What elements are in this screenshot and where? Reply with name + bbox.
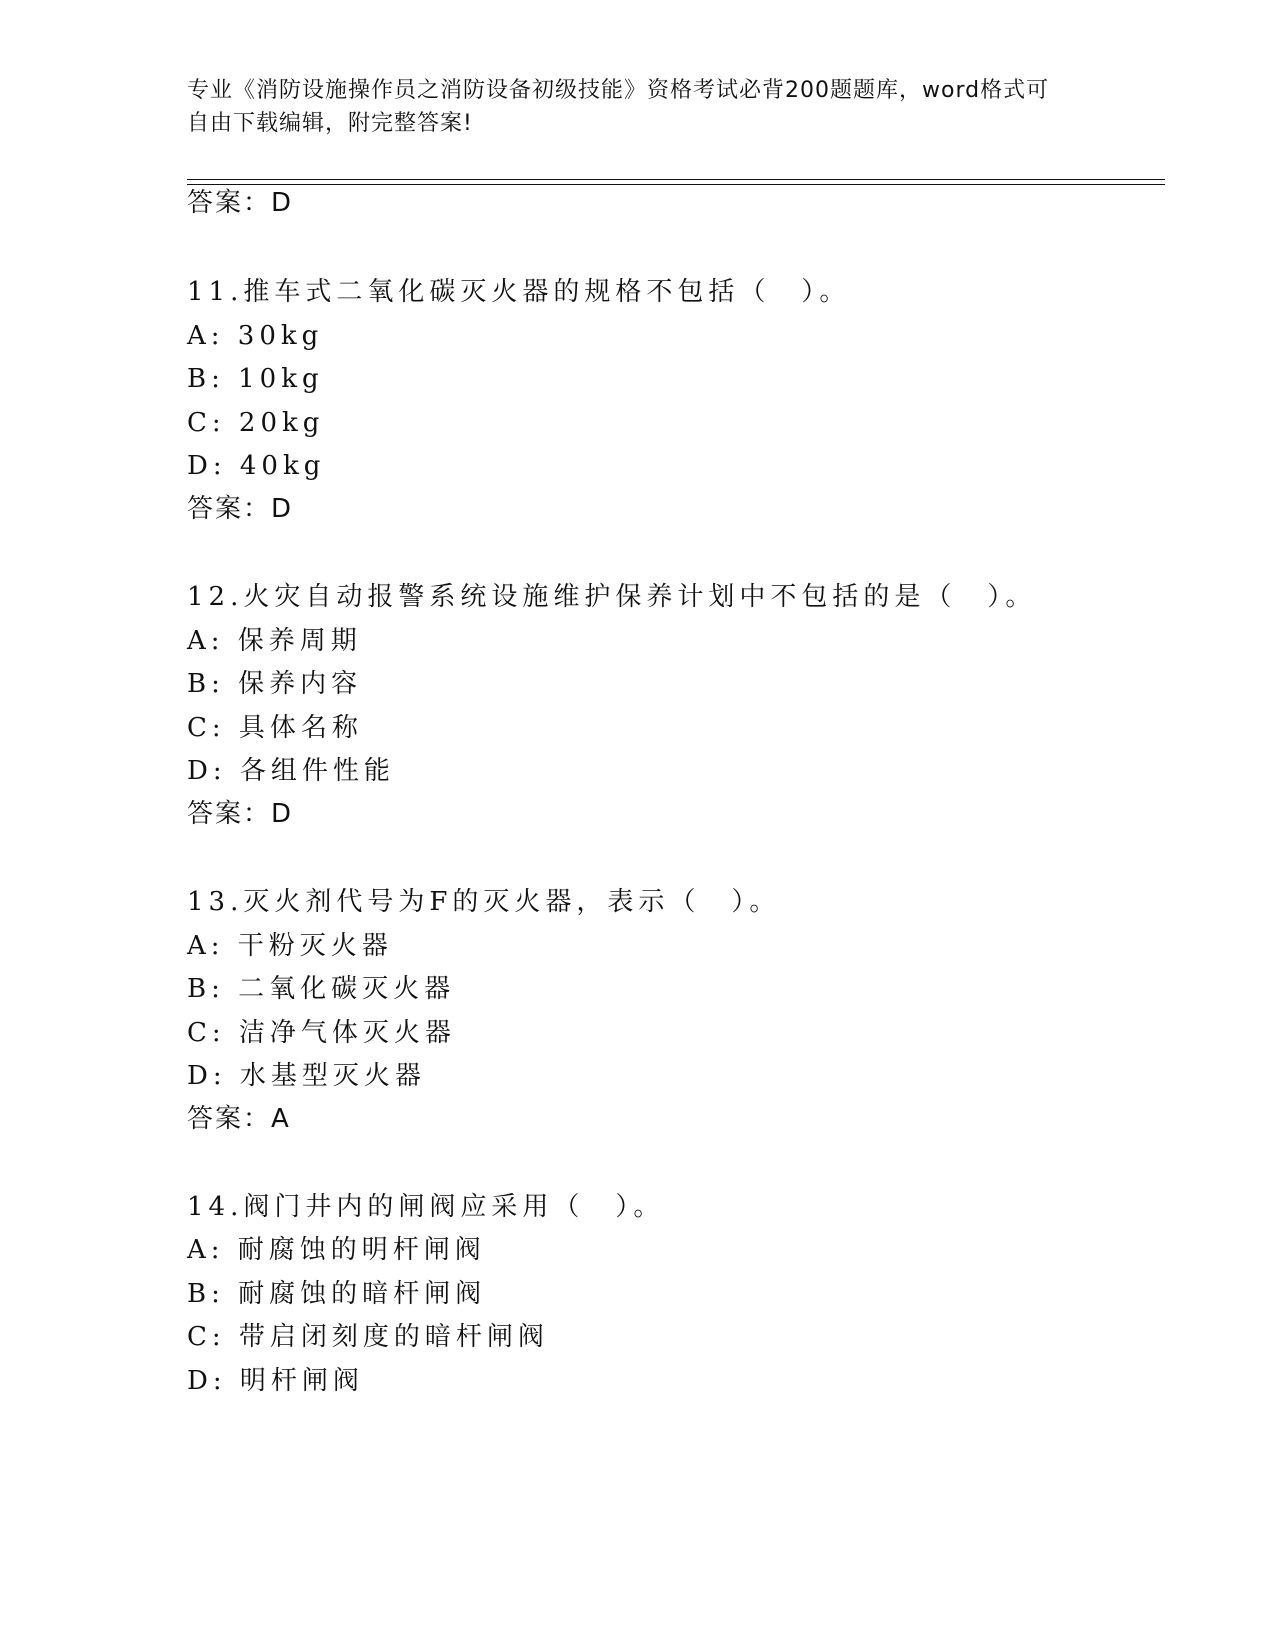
- answer-line: 答案：D: [187, 494, 294, 524]
- option-c: C: 洁净气体灭火器: [187, 1018, 456, 1048]
- question-stem: 12.火灾自动报警系统设施维护保养计划中不包括的是（ ）。: [187, 582, 1037, 612]
- header-divider-top: [187, 179, 1165, 180]
- question-stem: 11.推车式二氧化碳灭火器的规格不包括（ ）。: [187, 277, 851, 307]
- document-header: 专业《消防设施操作员之消防设备初级技能》资格考试必背200题题库，word格式可自由下载编辑，附完整答案!: [187, 78, 1050, 136]
- option-a: A: 30kg: [187, 321, 324, 351]
- option-c: C: 带启闭刻度的暗杆闸阀: [187, 1322, 549, 1352]
- header-divider-bottom: [187, 184, 1165, 185]
- option-a: A: 保养周期: [187, 626, 362, 656]
- option-d: D: 各组件性能: [187, 756, 395, 786]
- answer-line: 答案：D: [187, 799, 294, 829]
- option-a: A: 耐腐蚀的明杆闸阀: [187, 1235, 486, 1265]
- option-a: A: 干粉灭火器: [187, 931, 393, 961]
- option-d: D: 水基型灭火器: [187, 1061, 426, 1091]
- option-b: B: 10kg: [187, 364, 324, 394]
- question-stem: 13.灭火剂代号为F的灭火器，表示（ ）。: [187, 887, 781, 917]
- answer-line: 答案：A: [187, 1104, 291, 1134]
- option-c: C: 20kg: [187, 408, 325, 438]
- option-d: D: 40kg: [187, 451, 326, 481]
- question-stem: 14.阀门井内的闸阀应采用（ ）。: [187, 1192, 665, 1222]
- option-b: B: 耐腐蚀的暗杆闸阀: [187, 1279, 487, 1309]
- option-c: C: 具体名称: [187, 713, 363, 743]
- option-b: B: 保养内容: [187, 669, 363, 699]
- option-b: B: 二氧化碳灭火器: [187, 974, 456, 1004]
- option-d: D: 明杆闸阀: [187, 1366, 364, 1396]
- answer-line: 答案：D: [187, 188, 294, 218]
